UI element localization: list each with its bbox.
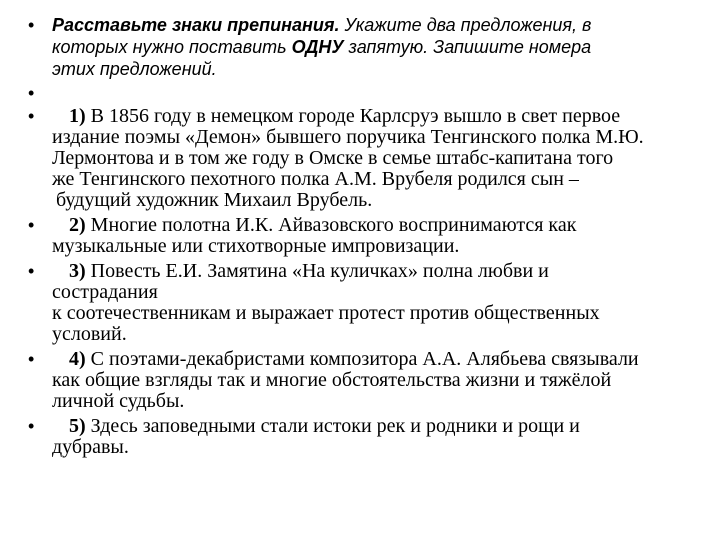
- sentence-line: к соотечественникам и выражает протест против общественных: [52, 302, 600, 324]
- task-list: [28, 12, 710, 460]
- sentence-line: [52, 416, 710, 437]
- sentence-line-text: Повесть Е.И. Замятина «На куличках» полна любви и: [85, 260, 549, 282]
- sentence-number: 1): [69, 105, 86, 127]
- bullet-icon: •: [28, 261, 35, 281]
- sentence-line-text: Многие полотна И.К. Айвазовского воспринимаются как: [85, 214, 577, 236]
- sentence-line: как общие взгляды так и многие обстоятельства жизни и тяжёлой: [52, 369, 612, 391]
- bullet-icon: •: [28, 416, 35, 436]
- sentence-text: [52, 104, 710, 213]
- sentence-line: личной судьбы.: [52, 390, 185, 412]
- instruction-line-2-end: запятую. Запишите номера: [343, 37, 592, 57]
- sentence-line: же Тенгинского пехотного полка А.М. Врубеля родился сын –: [52, 168, 579, 190]
- sentence-text: [52, 347, 710, 414]
- sentence-item-2: [28, 213, 710, 259]
- instruction-line-3: этих предложений.: [52, 59, 217, 79]
- sentence-line: будущий художник Михаил Врубель.: [56, 189, 373, 211]
- instruction-line-2-start: которых нужно поставить: [52, 37, 292, 57]
- instruction-item: [28, 12, 710, 80]
- bullet-icon: •: [28, 106, 35, 126]
- sentence-line-text: В 1856 году в немецком городе Карлсруэ вышло в свет первое: [85, 105, 621, 127]
- sentence-line: условий.: [52, 323, 127, 345]
- bullet-icon: •: [28, 215, 35, 235]
- instruction-emphasis: ОДНУ: [291, 37, 344, 57]
- sentence-item-3: [28, 259, 710, 347]
- sentence-line: сострадания: [52, 281, 158, 303]
- sentence-line-text: С поэтами-декабристами композитора А.А. Алябьева связывали: [85, 348, 639, 370]
- sentence-text: [52, 213, 710, 259]
- instruction-line-2: [52, 36, 710, 58]
- bullet-icon: •: [28, 349, 35, 369]
- sentence-item-1: [28, 104, 710, 213]
- sentence-item-4: [28, 347, 710, 414]
- instruction-line-1-rest: Укажите два предложения, в: [339, 15, 592, 35]
- sentence-line: дубравы.: [52, 436, 129, 458]
- instruction-title: Расставьте знаки препинания.: [52, 15, 340, 35]
- sentence-number: 4): [69, 348, 86, 370]
- instruction-text: [52, 12, 710, 80]
- sentence-line-text: Здесь заповедными стали истоки рек и родники и рощи и: [85, 415, 580, 437]
- empty-list-item: [28, 80, 710, 104]
- instruction-line-1: [52, 14, 710, 36]
- sentence-number: 3): [69, 260, 86, 282]
- sentence-line: [52, 261, 710, 282]
- bullet-icon: •: [28, 83, 35, 103]
- sentence-line: Лермонтова и в том же году в Омске в семье штабс-капитана того: [52, 147, 614, 169]
- sentence-line: [52, 215, 710, 236]
- sentence-item-5: [28, 414, 710, 460]
- sentence-text: [52, 259, 710, 347]
- sentence-line: издание поэмы «Демон» бывшего поручика Тенгинского полка М.Ю.: [52, 126, 644, 148]
- sentence-line: [52, 349, 710, 370]
- bullet-icon: •: [28, 15, 35, 35]
- sentence-line: музыкальные или стихотворные импровизации.: [52, 235, 460, 257]
- sentence-line: [52, 106, 710, 127]
- sentence-text: [52, 414, 710, 460]
- sentence-number: 5): [69, 415, 86, 437]
- sentence-number: 2): [69, 214, 86, 236]
